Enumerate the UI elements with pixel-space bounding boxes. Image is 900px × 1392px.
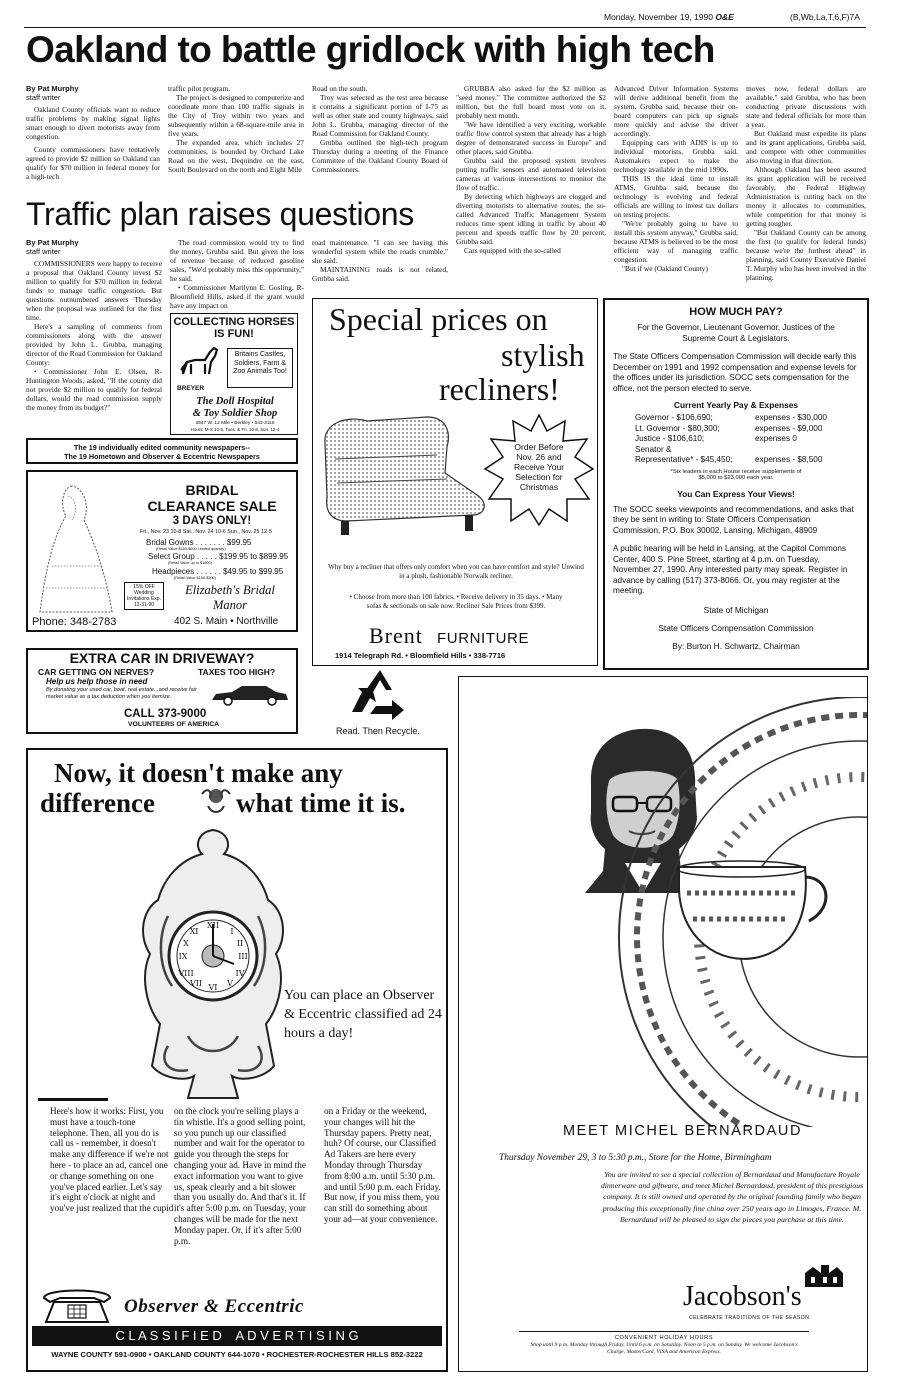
recliners-body: Why buy a recliner that offers only comfort when you can have comfort and style? Unwind in a plush, fashionable Norwalk recliner.	[328, 563, 584, 580]
pay-expense: expenses - $30,000	[755, 413, 827, 422]
ornate-clock-icon	[128, 826, 298, 1106]
notice-hearing: A public hearing will be held in Lansing, at the Capitol Commons Center, 400 S. Pine Street, starting at 4 p.m. on Tuesday, November 27, 1990. Any interested party may speak. Register in advance by calling (517) 373-8066. Or, you may register at the meeting.	[613, 544, 848, 595]
horses-hours: Hours: M-S 10-5, Tues. & Fri. 10-8, Sun. 12-4	[190, 427, 280, 432]
brent-logo: Brent	[369, 623, 423, 648]
jacobsons-tagline: CELEBRATE TRADITIONS OF THE SEASON	[689, 1315, 810, 1321]
story1-paragraph: By detecting which highways are clogged and diverting motorists to alternative routes, the so-called Advanced Traffic Management System reduces time spent idling in traffic by about 40 percent and speeds traffic flow by 20 percent, Grubba said.	[456, 192, 606, 246]
notice-intro: The State Officers Compensation Commission will decide early this December on 1991 and 1992 compensation and expense levels for the offices under its jurisdiction. SOCC sets compensation for the office, not the person elected to serve.	[613, 352, 857, 393]
story2-paragraph: • Commissioner John E. Olsen, R-Huntington Woods, asked, "If the county did not provide $2 million to qualify for federal dollars, would the road commission supply the money from its budget?"	[26, 367, 162, 412]
bridal-discount: 15% OFF Wedding Invitations Exp. 12-31-90	[124, 582, 164, 610]
recliners-bullets: • Choose from more than 100 fabrics. • Receive delivery in 35 days. • Many sofas & sectionals on sale now. Recliner Sale Prices from $399.	[349, 593, 563, 610]
jacobsons-hours-title: CONVENIENT HOLIDAY HOURS	[614, 1335, 714, 1341]
breyer-brand: BREYER	[177, 385, 205, 392]
notice-footnote: *Six leaders in each House receive supplements of	[670, 468, 802, 475]
notice-state: State of Michigan	[703, 604, 769, 615]
story2-staff: staff writer	[26, 247, 61, 256]
horses-shop-name: The Doll Hospital	[196, 396, 274, 407]
pay-row	[635, 445, 867, 456]
story1-paragraph: County commissioners have tentatively agreed to provide $2 million so Oakland can qualify for $70 million in federal money for a high-tech	[26, 145, 160, 181]
notice-views-title: You Can Express Your Views!	[677, 488, 795, 499]
ad-classified	[26, 748, 448, 1372]
svg-text:II: II	[236, 939, 244, 948]
story2-headline: Traffic plan raises questions	[26, 196, 414, 232]
publication-tag: O&E	[715, 12, 734, 22]
promo-line-2: The 19 Hometown and Observer & Eccentric Newspapers	[64, 452, 260, 461]
classified-col-1: Here's how it works: First, you must have a touch-tone telephone. Then, all you do is call us - remember, it doesn't make any difference if we're not here - to place an ad, cancel one or change something on one you've placed earlier. Let's say it's eight o'clock at night and you've just realized that the cupid	[50, 1106, 174, 1214]
story2-col2	[170, 238, 304, 310]
car-help: Help us help those in need	[46, 677, 148, 686]
classified-headline-1: Now, it doesn't make any	[54, 758, 343, 788]
story1-paragraph: Road on the south.	[312, 84, 368, 93]
ad-jacobsons	[458, 676, 868, 1372]
horses-address: 3947 W. 12 Mile • Berkley • 543-3115	[195, 421, 275, 426]
bridal-shop-name-2: Manor	[212, 598, 248, 612]
notice-table-title: Current Yearly Pay & Expenses	[673, 400, 799, 410]
story1-paragraph: Grubba said the proposed system involves putting traffic sensors and automated television cameras at various intersections to monitor the flow of traffic.	[456, 156, 606, 192]
pay-row	[635, 413, 867, 424]
china-plate-icon	[609, 697, 867, 1127]
story1-paragraph: The project is designed to computerize and coordinate more than 100 traffic signals in the City of Troy within two years and subsequently within a 68-square-mile area in five years.	[168, 93, 304, 138]
pay-expense: expenses 0	[755, 434, 797, 443]
svg-text:V: V	[227, 979, 233, 988]
car-question-1: CAR GETTING ON NERVES?	[38, 667, 155, 677]
car-org: VOLUNTEERS OF AMERICA	[128, 721, 220, 728]
svg-text:III: III	[238, 952, 248, 961]
story1-col6	[746, 84, 866, 296]
bridal-title: BRIDAL	[185, 482, 239, 498]
story1-col4	[456, 84, 606, 296]
recycle-caption: Read. Then Recycle.	[336, 726, 420, 736]
story1-paragraph: traffic pilot program.	[168, 84, 231, 93]
brent-address: 1914 Telegraph Rd. • Bloomfield Hills • 338-7716	[335, 651, 506, 660]
ad-extra-car	[26, 648, 298, 734]
bridal-gowns: Bridal Gowns . . . . . . . $99.95	[146, 538, 252, 547]
bridal-headpieces: Headpieces . . . . . . $49.95 to $99.95	[152, 567, 284, 576]
story1-byline: By Pat Murphy	[26, 84, 79, 93]
bridal-address: 402 S. Main • Northville	[174, 616, 279, 627]
svg-text:XII: XII	[206, 921, 220, 930]
story1-paragraph: "But Oakland County can be among the first (to qualify for federal funds) because we're the furthest ahead" in planning, said County Executive Daniel T. Murphy who has been involved in the planning.	[746, 228, 866, 282]
story1-paragraph: Grubba outlined the high-tech program Thursday during a meeting of the Finance Committee of the Oakland County Board of Commissioners.	[312, 138, 448, 174]
bridal-select-group: Select Group . . . . . $199.95 to $899.95	[148, 552, 289, 561]
story1-staff: staff writer	[26, 93, 61, 102]
bridal-subtitle: 3 DAYS ONLY!	[172, 515, 252, 527]
jacobsons-logo: Jacobson's	[683, 1281, 802, 1312]
svg-text:IX: IX	[178, 952, 188, 961]
story1-col1	[26, 84, 160, 196]
bridal-headpieces-note: (Retail Value $150-$300)	[174, 576, 216, 580]
jacobsons-building-icon	[803, 1263, 845, 1287]
pay-office: Governor - $106,690;	[635, 413, 713, 422]
ad-collecting-horses	[170, 313, 298, 435]
pay-row	[635, 434, 867, 445]
notice-title: HOW MUCH PAY?	[689, 306, 783, 318]
pay-office: Lt. Governor - $80,300;	[635, 423, 720, 433]
jacobsons-hours: Shop until 9 p.m. Monday through Friday. Until 6 p.m. on Saturday. Noon to 5 p.m. on Sunday. We welcome Jacobson's Charge, MasterCard, VISA and American Express.	[530, 1342, 798, 1355]
story2-paragraph: • Commissioner Marilynn E. Gosling, R-Bloomfield Hills, asked if the grant would have any impact on	[170, 283, 304, 310]
svg-text:VII: VII	[189, 979, 203, 988]
dateline	[604, 12, 734, 22]
recycle-icon	[346, 666, 414, 724]
car-title: EXTRA CAR IN DRIVEWAY?	[69, 650, 255, 666]
svg-text:VI: VI	[208, 983, 218, 992]
recliners-headline-1: Special prices on	[329, 301, 548, 337]
jacobsons-hours-rule	[519, 1331, 809, 1332]
horses-shop-name-2: & Toy Soldier Shop	[192, 408, 278, 419]
bride-illustration-icon	[32, 476, 122, 616]
classified-headline-2a: difference	[40, 788, 155, 818]
bridal-dates: Fri., Nov. 23 10-8 Sat., Nov. 24 10-6 Sun., Nov. 25 12-5	[140, 529, 272, 535]
jacobsons-headline: MEET MICHEL BERNARDAUD	[563, 1123, 803, 1139]
notice-views: The SOCC seeks viewpoints and recommendations, and asks that they be sent in writing to: State Officers Compensation Commission, P.O. Box 30002, Lansing, Michigan, 48909	[613, 504, 854, 535]
bridal-select-note: (Retail Value up to $1600)	[168, 561, 212, 565]
story1-paragraph: moves now, federal dollars are available," said Grubba, who has been conducting private discussions with state and federal officials for more than a year.	[746, 84, 866, 129]
story1-col3	[312, 84, 448, 196]
story1-paragraph: Advanced Driver Information Systems will derive additional benefit from the system, Grubba said, because their on-board computers can pick up signals more quickly and advise the driver accordingly.	[614, 84, 738, 138]
notice-footnote-2: $5,000 to $23,000 each year.	[698, 474, 774, 481]
story2-paragraph: road maintenance. "I can see having this wonderful system while the roads crumble," she said.	[312, 238, 448, 265]
pay-office: Representative* - $45,450;	[635, 455, 733, 464]
story2-paragraph: MAINTAINING roads is not related, Grubba said.	[312, 265, 448, 283]
ad-recliners	[312, 298, 598, 666]
horses-title: COLLECTING HORSES	[173, 316, 295, 328]
horse-icon	[177, 344, 221, 382]
bridal-gowns-note: (Retail Value $400-$600 Limited quantity)	[156, 547, 226, 551]
recliners-headline-2: stylish	[501, 337, 585, 373]
story1-paragraph: "We're probably going to have to install this system anyway," Grubba said, because ATMS is believed to be the most efficient way of managing traffic congestion.	[614, 219, 738, 264]
classified-callout: You can place an Observer & Eccentric classified ad 24 hours a day!	[284, 986, 444, 1043]
bridal-phone: Phone: 348-2783	[32, 616, 117, 628]
story1-paragraph: Cars equipped with the so-called	[464, 246, 561, 255]
story1-paragraph: Equipping cars with ADIS is up to individual motorists, Grubba said. Automakers expect to make the technology available in the mid 1990s.	[614, 138, 738, 174]
story2-col3	[312, 238, 448, 294]
pay-expense: expenses - $9,000	[755, 423, 823, 433]
observer-eccentric-logo: Observer & Eccentric	[124, 1296, 304, 1317]
pay-table	[605, 410, 867, 466]
notice-commission: State Officers Compensation Commission	[658, 622, 814, 633]
story1-paragraph: GRUBBA also asked for the $2 million as "seed money." The committee authorized the $2 million, but the full board must vote on it, probably next month.	[456, 84, 606, 120]
pay-office: Justice - $106,610;	[635, 434, 705, 443]
horses-subtitle: IS FUN!	[214, 328, 254, 340]
story1-paragraph: "But if we (Oakland County)	[622, 264, 708, 273]
classified-col-3: on a Friday or the weekend, your changes will hit the Thursday papers. Pretty neat, huh? Of course, our Classified Ad Takers are here every Monday through Thursday from 8:00 a.m. until 5:30 p.m. and until 5:00 p.m. each Friday. But now, if you miss them, you can still do something about your ad—at your convenience.	[324, 1106, 441, 1224]
notice-signature: By: Burton H. Schwartz, Chairman	[672, 640, 800, 651]
jacobsons-body: You are invited to see a special collection of Bernardaud and Manufacture Royale dinnerware and giftware, and meet Michel Bernardaud, president of this prestigious company. It is still owned and operated by the original founding family who began producing this exceptionally fine china over 250 years ago in Limoges, France. M. Bernardaud will be pleased to sign the pieces you purchase at this time.	[600, 1170, 864, 1224]
classified-col-2: on the clock you're selling plays a tin whistle. It's a good selling point, so you punch up our classified number and wait for the operator to guide you through the steps for changing your ad. Have in mind the exact information you want to give us, speak clearly and a bit slower than you usually do. And that's it. If it's after 5:00 p.m. on Tuesday, your changes will be made for the next Monday paper. Or, if it's after 5:00 p.m.	[174, 1106, 306, 1246]
story1-paragraph: But Oakland must expedite its plans and its grant applications, Grubba said, and compete with other communities also moving in that direction.	[746, 129, 866, 165]
pay-expense: expenses - $8,500	[755, 455, 823, 464]
classified-phones: WAYNE COUNTY 591-0900 • OAKLAND COUNTY 644-1070 • ROCHESTER-ROCHESTER HILLS 852-3222	[51, 1350, 423, 1359]
pay-row	[635, 455, 867, 466]
edition-code: (B,Wb,La,T,6,F)7A	[790, 12, 860, 22]
promo-bar	[26, 438, 298, 464]
story1-headline: Oakland to battle gridlock with high tech	[26, 29, 715, 70]
story1-col5	[614, 84, 738, 296]
car-call: CALL 373-9000	[124, 708, 207, 720]
car-icon	[210, 684, 290, 706]
story1-paragraph: "We have identified a very exciting, workable traffic flow control system that already has a high degree of demonstrated success in Europe" and other places, said Grubba.	[456, 120, 606, 156]
recliner-chair-icon	[317, 403, 497, 543]
svg-text:XI: XI	[189, 927, 199, 936]
story2-byline: By Pat Murphy	[26, 238, 79, 247]
classified-advertising-band: C L A S S I F I E D A D V E R T I S I N G	[32, 1326, 442, 1346]
notice-subtitle: For the Governor, Lieutenant Governor, Justices of the Supreme Court & Legislators.	[637, 323, 835, 343]
pay-office: Senator &	[635, 444, 672, 454]
promo-line-1: The 19 individually edited community newspapers--	[73, 443, 251, 452]
bridal-title-2: CLEARANCE SALE	[147, 498, 277, 514]
svg-text:IV: IV	[235, 969, 245, 978]
classified-divider	[38, 1098, 108, 1101]
cupid-icon	[198, 784, 234, 818]
car-body: By donating your used car, boat, real estate...and receive fair market value as a tax deduction when you itemize.	[46, 687, 197, 700]
story1-col2	[168, 84, 304, 196]
story1-paragraph: Although Oakland has been assured its grant application will be received favorably, the Federal Highway Administration is cutting back on the money it allocates to communities, while competition for that money is getting tougher.	[746, 165, 866, 228]
story1-paragraph: THIS IS the ideal time to install ATMS, Grubba said, because the technology is evolving and federal officials are willing to invest tax dollars on testing projects.	[614, 174, 738, 219]
classified-headline-2b: what time it is.	[236, 788, 406, 818]
header-rule	[24, 27, 866, 28]
svg-text:I: I	[230, 927, 234, 936]
jacobsons-event: Thursday November 29, 3 to 5:30 p.m., Store for the Home, Birmingham	[499, 1153, 772, 1163]
story1-paragraph: Oakland County officials want to reduce traffic problems by making signal lights smart enough to divert motorists away from congestion.	[26, 105, 160, 141]
story1-paragraph: The expanded area, which includes 27 communities, is bounded by Orchard Lake Road on the west, Dequindre on the east, South Boulevard on the north and Eight Mile	[168, 138, 304, 174]
notice-how-much-pay	[603, 298, 869, 670]
ad-bridal-sale	[26, 470, 298, 632]
pay-row	[635, 424, 867, 435]
story2-paragraph: Here's a sampling of comments from commissioners along with the answer provided by John L. Grubba, managing director of the Road Commission for Oakland County:	[26, 322, 162, 367]
recliners-headline-3: recliners!	[439, 371, 560, 407]
svg-text:VIII: VIII	[178, 969, 194, 978]
story2-col1	[26, 238, 162, 432]
story1-paragraph: Troy was selected as the test area because it contains a significant portion of I-75 as well as other state and county highways, said John L. Grubba, managing director of the Road Commission for Oakland County.	[312, 93, 448, 138]
telephone-icon	[38, 1286, 116, 1326]
bridal-shop-name: Elizabeth's Bridal	[185, 583, 275, 597]
horses-items: Britains Castles, Soldiers, Farm & Zoo Animals Too!	[227, 348, 293, 388]
brent-furniture-label: FURNITURE	[437, 630, 530, 647]
date-text: Monday, November 19, 1990	[604, 12, 713, 22]
order-burst-text: Order Before Nov. 26 and Receive Your Selection for Christmas	[513, 442, 565, 492]
story2-paragraph: COMMISSIONERS were happy to receive a proposal that Oakland County invest $2 million to qualify for $70 million in federal funds to manage traffic congestion. But questions outnumbered answers Thursday when the proposal was outlined for the first time.	[26, 259, 162, 322]
car-question-2: TAXES TOO HIGH?	[198, 667, 276, 677]
svg-text:X: X	[183, 939, 189, 948]
story2-paragraph: The road commission would try to find the money, Grubba said. But given the loss of revenue because of reduced gasoline sales, "We'd probably miss this opportunity," he said.	[170, 238, 304, 283]
